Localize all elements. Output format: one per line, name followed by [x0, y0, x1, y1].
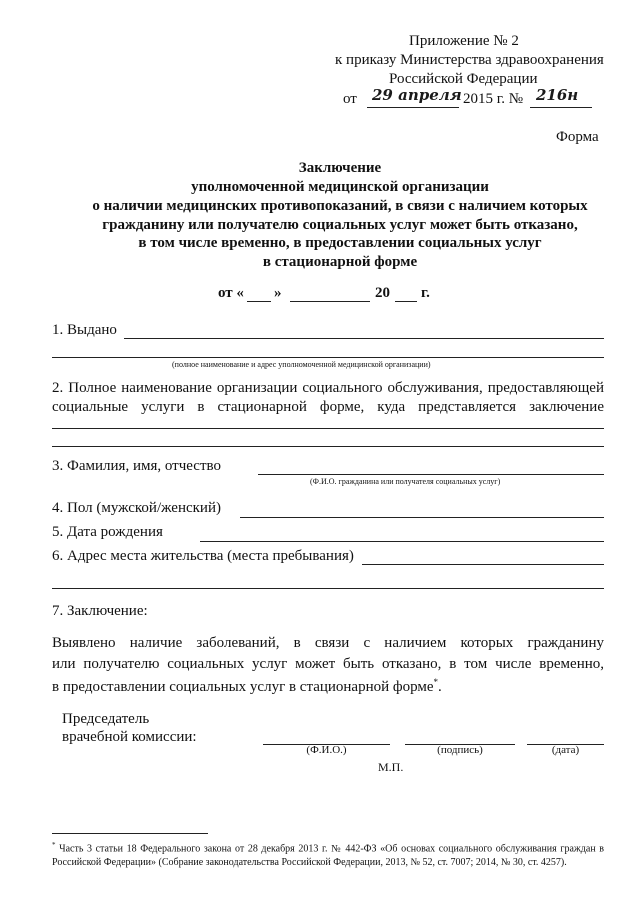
- title-line-6: в стационарной форме: [262, 254, 418, 270]
- order-number-underline: [530, 107, 592, 108]
- appendix-label: Приложение № 2: [409, 33, 519, 49]
- conclusion-line-3: в предоставлении социальных услуг в стационарной форме*.: [52, 677, 442, 695]
- conclusion-line-2: или получателю социальных услуг может быть отказано, в том числе временно,: [52, 656, 604, 672]
- org-label-line-1: 2. Полное наименование организации социального обслуживания, предоставляющей: [52, 380, 604, 396]
- caption-date: (дата): [551, 744, 580, 756]
- order-line: к приказу Министерства здравоохранения: [335, 52, 604, 68]
- birth-field-line[interactable]: [200, 541, 604, 542]
- caption-sign: (подпись): [437, 744, 483, 756]
- date-century: 20: [375, 285, 390, 301]
- handwritten-date: 29 апреля: [372, 86, 462, 104]
- title-line-1: Заключение: [298, 160, 382, 176]
- address-label: 6. Адрес места жительства (места пребывания): [52, 548, 354, 564]
- footnote: [52, 838, 604, 870]
- issued-label: 1. Выдано: [52, 322, 117, 338]
- name-caption: (Ф.И.О. гражданина или получателя социальных услуг): [310, 477, 501, 486]
- date-day-blank[interactable]: [247, 301, 271, 302]
- handwritten-number: 216н: [536, 86, 579, 104]
- org-label-line-2: социальные услуги в стационарной форме, куда представляется заключение: [52, 399, 604, 415]
- conclusion-line-3-text: в предоставлении социальных услуг в стационарной форме: [52, 679, 434, 695]
- address-field-line-1[interactable]: [362, 564, 604, 565]
- footnote-separator: [52, 833, 208, 834]
- footnote-mark: *: [52, 841, 56, 849]
- name-field-line[interactable]: [258, 474, 604, 475]
- sex-label: 4. Пол (мужской/женский): [52, 500, 221, 516]
- birth-label: 5. Дата рождения: [52, 524, 163, 540]
- conclusion-footnote-mark: *: [433, 677, 439, 687]
- title-line-2: уполномоченной медицинской организации: [191, 179, 489, 195]
- order-year: 2015 г. №: [463, 91, 524, 107]
- chair-line-1: Председатель: [62, 711, 150, 727]
- conclusion-label: 7. Заключение:: [52, 603, 148, 619]
- sex-field-line[interactable]: [240, 517, 604, 518]
- caption-fio: (Ф.И.О.): [306, 744, 347, 756]
- date-month-blank[interactable]: [290, 301, 370, 302]
- seal-mark: М.П.: [378, 760, 404, 774]
- issued-caption: (полное наименование и адрес уполномоченной медицинской организации): [172, 360, 431, 369]
- form-label: Форма: [556, 129, 599, 145]
- date-close-quote: »: [274, 285, 282, 301]
- footnote-text: Часть 3 статьи 18 Федерального закона от 28 декабря 2013 г. № 442-ФЗ «Об основах социального обслуживания граждан в Российской Федерации» (Собрание законодательства Российской Федерации, 2013, № 52, ст. 7007; 2014, № 30, ст. 4257).: [52, 843, 605, 869]
- org-field-line-2[interactable]: [52, 446, 604, 447]
- date-suffix: г.: [421, 285, 430, 301]
- federation-line: Российской Федерации: [389, 71, 538, 87]
- issued-field-line-1[interactable]: [124, 338, 604, 339]
- name-label: 3. Фамилия, имя, отчество: [52, 458, 221, 474]
- order-date-prefix: от: [343, 91, 357, 107]
- chair-line-2: врачебной комиссии:: [62, 729, 197, 745]
- issued-field-line-2[interactable]: [52, 357, 604, 358]
- org-field-line-1[interactable]: [52, 428, 604, 429]
- conclusion-line-1: Выявлено наличие заболеваний, в связи с наличием которых гражданину: [52, 635, 604, 651]
- date-prefix: от «: [218, 285, 244, 301]
- title-line-5: в том числе временно, в предоставлении социальных услуг: [138, 235, 542, 251]
- order-date-underline: [367, 107, 459, 108]
- title-line-4: гражданину или получателю социальных услуг может быть отказано,: [102, 217, 578, 233]
- address-field-line-2[interactable]: [52, 588, 604, 589]
- title-line-3: о наличии медицинских противопоказаний, в связи с наличием которых: [92, 198, 588, 214]
- date-year-blank[interactable]: [395, 301, 417, 302]
